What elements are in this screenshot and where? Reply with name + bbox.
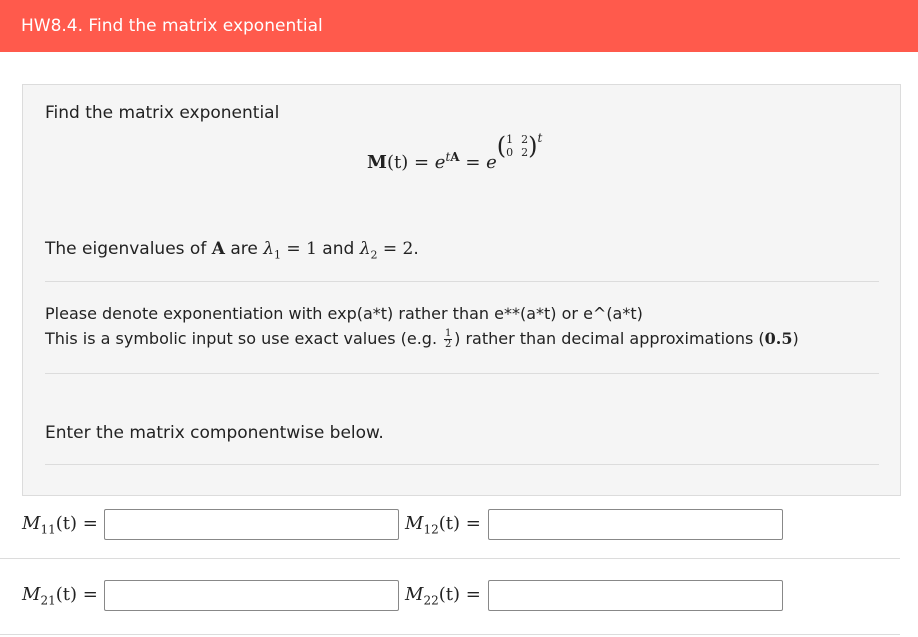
m12-label-eq: = <box>465 513 481 534</box>
eq-exp2-t: t <box>537 131 543 145</box>
m12-label-arg: (t) <box>438 513 460 534</box>
eigen-matrix-A: A <box>211 239 225 259</box>
m11-input[interactable] <box>104 509 399 540</box>
eq-equals-1: = <box>413 152 430 173</box>
note2-after: ) rather than decimal approximations ( <box>454 329 765 348</box>
note2-close: ) <box>792 329 799 348</box>
note2-before: This is a symbolic input so use exact values (e.g. <box>45 329 438 348</box>
m22-label-M: M <box>405 584 424 605</box>
matrix-a12: 2 <box>521 133 529 146</box>
eq-lhs-arg: (t) <box>386 152 409 173</box>
m12-input[interactable] <box>488 509 783 540</box>
eq-lhs: M <box>367 152 387 173</box>
frac-num: 1 <box>444 328 452 339</box>
m11-label <box>22 513 98 537</box>
question-card <box>22 84 901 496</box>
m12-label-M: M <box>405 513 424 534</box>
enter-instructions: Enter the matrix componentwise below. <box>45 423 384 443</box>
half-fraction <box>444 329 452 350</box>
matrix-exponential-equation <box>367 131 543 173</box>
frac-den: 2 <box>444 339 452 350</box>
exp-notation-note: Please denote exponentiation with exp(a*t) rather than e**(a*t) or e^(a*t) <box>45 304 643 323</box>
eigenvalues-text <box>45 239 419 261</box>
page-title: HW8.4. Find the matrix exponential <box>21 16 323 36</box>
divider <box>0 558 900 559</box>
question-intro: Find the matrix exponential <box>45 103 280 123</box>
matrix-a22: 2 <box>521 146 529 159</box>
m21-input[interactable] <box>104 580 399 611</box>
m22-label <box>405 584 481 608</box>
eq-exp1-t: t <box>445 150 451 164</box>
eigen-prefix: The eigenvalues of <box>45 239 207 259</box>
note2-decimal: 0.5 <box>764 329 793 348</box>
divider <box>0 634 900 635</box>
m11-label-sub: 11 <box>40 522 56 537</box>
eq-e-1: e <box>434 152 446 173</box>
m21-label-arg: (t) <box>55 584 77 605</box>
eigen-lambda2-val: = 2 <box>382 239 414 259</box>
divider <box>45 373 879 374</box>
eigen-are: are <box>230 239 258 259</box>
m21-label <box>22 584 98 608</box>
m12-label <box>405 513 481 537</box>
matrix-a21: 0 <box>506 146 514 159</box>
page-header <box>0 0 918 52</box>
m21-label-sub: 21 <box>40 593 56 608</box>
m22-label-eq: = <box>465 584 481 605</box>
eigen-lambda1-sub: 1 <box>274 248 282 262</box>
eigen-lambda1: λ <box>263 239 275 259</box>
m11-label-arg: (t) <box>55 513 77 534</box>
eigen-lambda2: λ <box>359 239 371 259</box>
matrix-a11: 1 <box>506 133 514 146</box>
m21-label-eq: = <box>82 584 98 605</box>
eigen-period: . <box>413 239 419 259</box>
eq-e-2: e <box>486 152 497 173</box>
eq-exp2-matrix: ( 1 2 0 2 ) t <box>496 131 543 160</box>
m22-label-sub: 22 <box>423 593 439 608</box>
divider <box>45 464 879 465</box>
eigen-lambda1-val: = 1 <box>286 239 317 259</box>
divider <box>45 281 879 282</box>
m12-label-sub: 12 <box>423 522 439 537</box>
m11-label-eq: = <box>82 513 98 534</box>
m22-input[interactable] <box>488 580 783 611</box>
eigen-lambda2-sub: 2 <box>370 248 378 262</box>
symbolic-input-note <box>45 329 799 350</box>
eigen-and: and <box>322 239 355 259</box>
m21-label-M: M <box>22 584 41 605</box>
eq-exp1-A: A <box>450 150 460 164</box>
eq-equals-2: = <box>465 152 481 173</box>
m22-label-arg: (t) <box>438 584 460 605</box>
m11-label-M: M <box>22 513 41 534</box>
